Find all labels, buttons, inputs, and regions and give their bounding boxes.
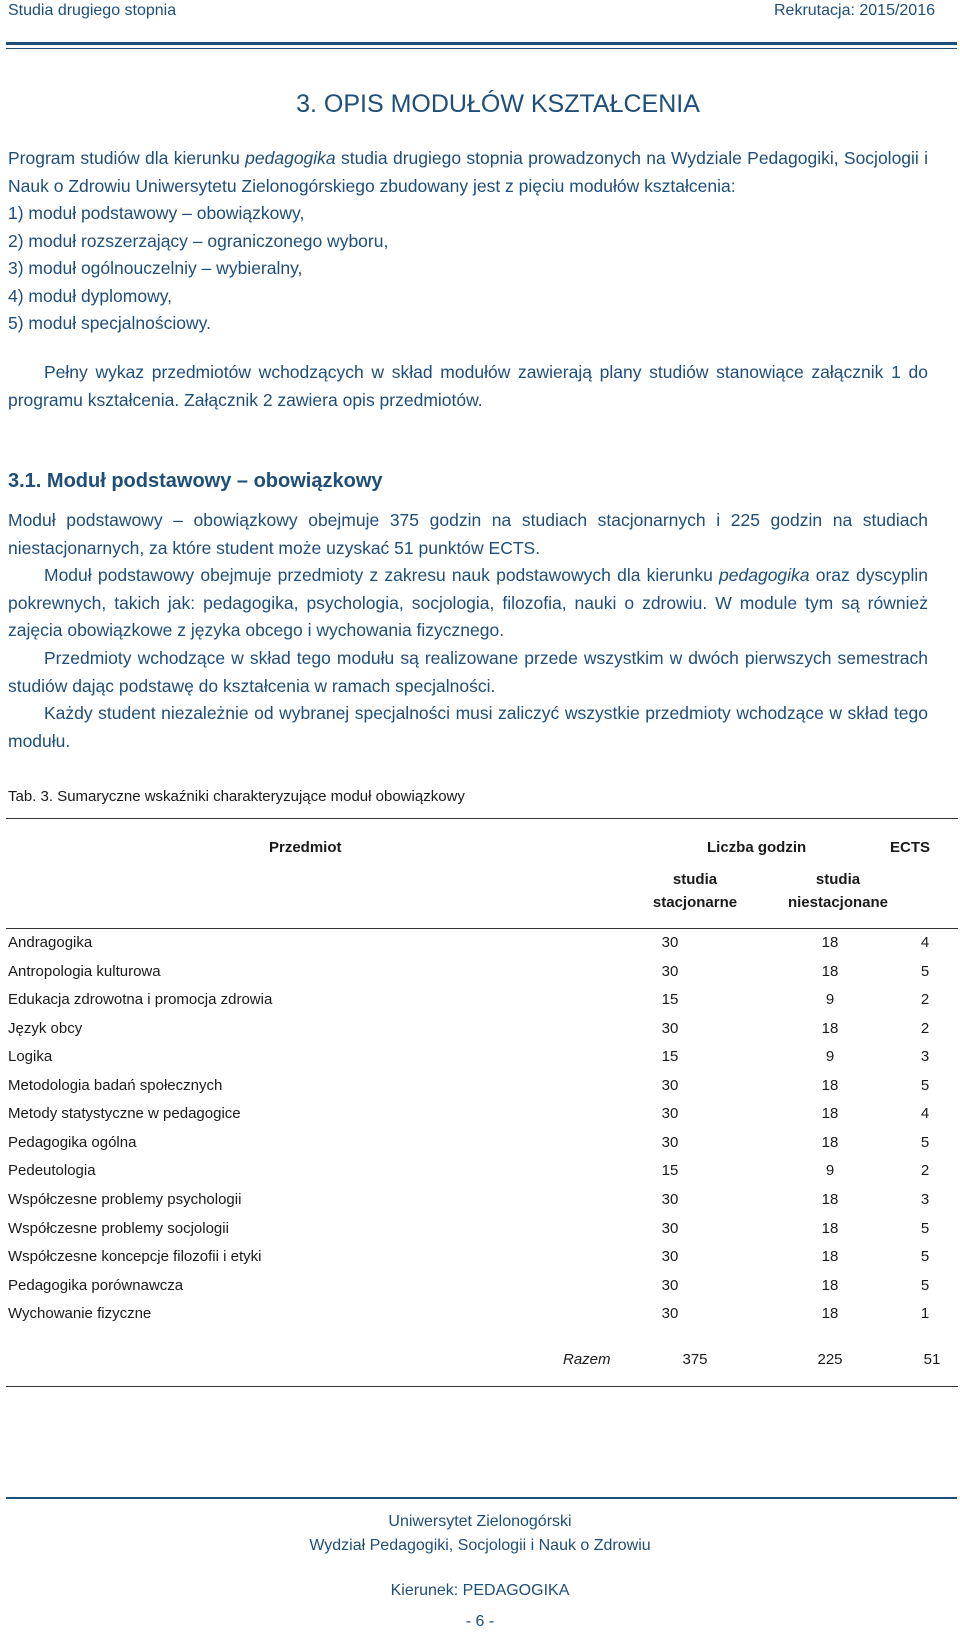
row-subject: Antropologia kulturowa xyxy=(8,962,161,980)
row-subject: Metody statystyczne w pedagogice xyxy=(8,1105,241,1123)
row-stac: 30 xyxy=(661,1133,679,1151)
subsection-paragraph-4: Każdy student niezależnie od wybranej specjalności musi zaliczyć wszystkie przedmioty wchodzące w skład tego modułu. xyxy=(8,703,928,751)
subsection-paragraph-3: Przedmioty wchodzące w skład tego modułu są realizowane przede wszystkim w dwóch pierwszych semestrach studiów dając podstawę do kształcenia w ramach specjalności. xyxy=(8,648,928,696)
row-stac: 30 xyxy=(661,934,679,951)
table-top-rule xyxy=(6,818,958,819)
row-subject: Metodologia badań społecznych xyxy=(8,1076,223,1094)
row-stac: 15 xyxy=(661,1162,679,1180)
col-header-hours: Liczba godzin xyxy=(707,839,807,856)
row-ects: 5 xyxy=(920,1133,930,1151)
subsection-paragraph-1: Moduł podstawowy – obowiązkowy obejmuje 375 godzin na studiach stacjonarnych i 225 godzin na studiach niestacjonarnych, za które student może uzyskać 51 punktów ECTS. xyxy=(8,510,928,558)
row-niestac: 18 xyxy=(821,1190,839,1208)
table-row xyxy=(0,1305,960,1329)
list-item: 3) moduł ogólnouczelniy – wybieralny, xyxy=(8,258,303,278)
header-left: Studia drugiego stopnia xyxy=(8,2,177,19)
row-ects: 4 xyxy=(920,1105,930,1123)
row-stac: 30 xyxy=(661,1276,679,1294)
footer-university: Uniwersytet Zielonogórski xyxy=(388,1513,572,1530)
table-row xyxy=(0,1220,960,1244)
row-ects: 2 xyxy=(920,1019,930,1037)
footer-faculty: Wydział Pedagogiki, Socjologii i Nauk o Zdrowiu xyxy=(309,1537,651,1554)
subsection-title: 3.1. Moduł podstawowy – obowiązkowy xyxy=(8,470,383,492)
row-niestac: 18 xyxy=(821,1305,839,1323)
row-ects: 2 xyxy=(920,991,930,1009)
row-stac: 30 xyxy=(661,1248,679,1266)
row-stac: 30 xyxy=(661,962,679,980)
row-ects: 3 xyxy=(920,1190,930,1208)
col-header-stac: studia stacjonarne xyxy=(652,871,738,911)
row-stac: 30 xyxy=(661,1190,679,1208)
row-niestac: 18 xyxy=(821,1019,839,1037)
list-item: 2) moduł rozszerzający – ograniczonego wyboru, xyxy=(8,230,389,251)
row-ects: 3 xyxy=(920,1048,930,1066)
header-rule-thin xyxy=(6,48,957,49)
list-item: 4) moduł dyplomowy, xyxy=(8,285,173,306)
row-niestac: 18 xyxy=(821,1219,839,1237)
row-stac: 30 xyxy=(661,1305,679,1323)
header-right: Rekrutacja: 2015/2016 xyxy=(774,2,935,19)
section-title: 3. OPIS MODUŁÓW KSZTAŁCENIA xyxy=(296,90,700,118)
table-row xyxy=(0,1191,960,1215)
row-subject: Wychowanie fizyczne xyxy=(8,1305,152,1323)
row-niestac: 9 xyxy=(825,1048,835,1066)
row-subject: Edukacja zdrowotna i promocja zdrowia xyxy=(8,991,273,1009)
total-niestac: 225 xyxy=(817,1351,843,1368)
row-niestac: 18 xyxy=(821,962,839,980)
row-niestac: 9 xyxy=(825,991,835,1009)
row-stac: 30 xyxy=(661,1219,679,1237)
row-niestac: 18 xyxy=(821,1248,839,1266)
list-item: 5) moduł specjalnościowy. xyxy=(8,313,211,333)
col-header-niestac: studia niestacjonane xyxy=(787,871,889,911)
intro-paragraph: Program studiów dla kierunku pedagogika studia drugiego stopnia prowadzonych na Wydziale Pedagogiki, Socjologii i Nauk o Zdrowiu Uniwersytetu Zielonogórskiego zbudowany jest z pięciu modułów kształcenia: xyxy=(8,148,928,196)
row-subject: Pedagogika porównawcza xyxy=(8,1276,184,1294)
row-subject: Andragogika xyxy=(8,934,93,951)
row-ects: 4 xyxy=(920,934,930,951)
col-header-subject: Przedmiot xyxy=(269,839,342,856)
row-subject: Pedagogika ogólna xyxy=(8,1133,137,1151)
row-ects: 5 xyxy=(920,1219,930,1237)
total-ects: 51 xyxy=(923,1351,941,1368)
row-stac: 30 xyxy=(661,1105,679,1123)
table-bottom-rule xyxy=(6,1386,958,1387)
row-subject: Logika xyxy=(8,1048,53,1066)
row-ects: 5 xyxy=(920,962,930,980)
row-ects: 5 xyxy=(920,1076,930,1094)
table-row xyxy=(0,934,960,958)
row-niestac: 18 xyxy=(821,1105,839,1123)
row-stac: 15 xyxy=(661,1048,679,1066)
total-stac: 375 xyxy=(682,1351,708,1368)
total-label: Razem xyxy=(563,1351,611,1368)
row-niestac: 18 xyxy=(821,1276,839,1294)
table-row xyxy=(0,1020,960,1044)
header-rule-thick xyxy=(6,42,957,45)
table-row xyxy=(0,1077,960,1101)
row-stac: 30 xyxy=(661,1076,679,1094)
list-item: 1) moduł podstawowy – obowiązkowy, xyxy=(8,203,305,223)
table-row xyxy=(0,1162,960,1186)
subsection-paragraph-2: Moduł podstawowy obejmuje przedmioty z zakresu nauk podstawowych dla kierunku pedagogika oraz dyscyplin pokrewnych, takich jak: pedagogika, psychologia, socjologia, filozofia, nauki o zdrowiu. W module tym są również zajęcia obowiązkowe z języka obcego i wychowania fizycznego. xyxy=(8,565,928,640)
row-ects: 5 xyxy=(920,1248,930,1266)
page-number: - 6 - xyxy=(465,1613,495,1630)
row-subject: Pedeutologia xyxy=(8,1162,96,1180)
table-row xyxy=(0,1105,960,1129)
table-row xyxy=(0,1048,960,1072)
footer-rule xyxy=(6,1497,957,1499)
table-row xyxy=(0,1248,960,1272)
row-subject: Współczesne problemy psychologii xyxy=(8,1190,242,1208)
row-stac: 15 xyxy=(661,991,679,1009)
row-niestac: 18 xyxy=(821,1076,839,1094)
intro-paragraph-2: Pełny wykaz przedmiotów wchodzących w skład modułów zawierają plany studiów stanowiące załącznik 1 do programu kształcenia. Załącznik 2 zawiera opis przedmiotów. xyxy=(8,362,928,410)
table-row xyxy=(0,963,960,987)
row-niestac: 18 xyxy=(821,1133,839,1151)
row-subject: Współczesne problemy socjologii xyxy=(8,1219,229,1237)
row-ects: 1 xyxy=(920,1305,930,1323)
table-row xyxy=(0,1134,960,1158)
row-stac: 30 xyxy=(661,1019,679,1037)
row-ects: 5 xyxy=(920,1276,930,1294)
table-header-rule xyxy=(6,928,958,929)
row-ects: 2 xyxy=(920,1162,930,1180)
row-niestac: 9 xyxy=(825,1162,835,1180)
col-header-ects: ECTS xyxy=(890,839,931,856)
table-caption: Tab. 3. Sumaryczne wskaźniki charakteryzujące moduł obowiązkowy xyxy=(8,788,465,805)
row-subject: Język obcy xyxy=(8,1019,83,1037)
row-subject: Współczesne koncepcje filozofii i etyki xyxy=(8,1248,262,1266)
table-row xyxy=(0,1277,960,1301)
row-niestac: 18 xyxy=(821,934,839,951)
footer-field: Kierunek: PEDAGOGIKA xyxy=(390,1582,570,1599)
table-row xyxy=(0,991,960,1015)
module-list xyxy=(8,200,388,338)
